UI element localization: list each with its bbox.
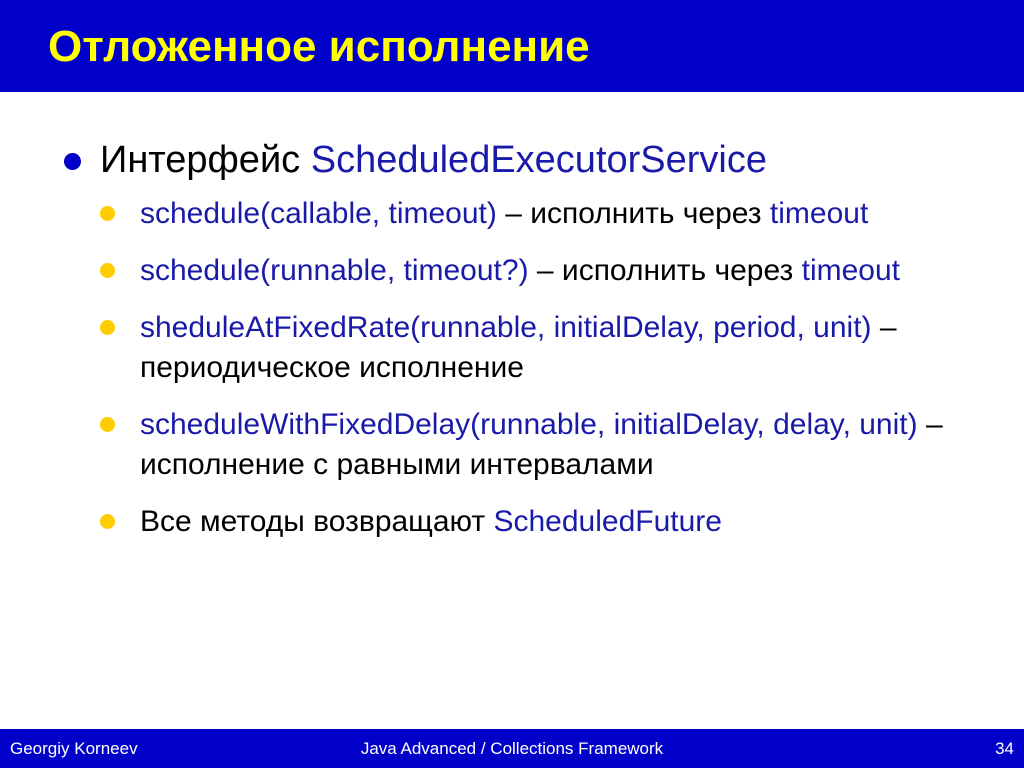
- method-description: – исполнить через: [528, 254, 802, 287]
- sub-bullet-icon: [100, 417, 115, 432]
- footer-page-number: 34: [995, 739, 1014, 758]
- sub-bullet-icon: [100, 263, 115, 278]
- sub-bullet-item: [100, 194, 980, 234]
- main-item-label: Интерфейс: [100, 139, 311, 181]
- sub-bullet-icon: [100, 206, 115, 221]
- footer-course: Java Advanced / Collections Framework: [360, 739, 664, 758]
- method-parameter: timeout: [801, 254, 901, 287]
- main-item-code: ScheduledExecutorService: [310, 139, 767, 181]
- method-description: Все методы возвращают: [140, 505, 494, 538]
- slide-footer: [0, 729, 1024, 768]
- method-signature: scheduleWithFixedDelay(runnable, initialDelay, delay, unit): [140, 408, 918, 441]
- method-signature: schedule(callable, timeout): [140, 197, 497, 230]
- sub-bullet-icon: [100, 320, 115, 335]
- method-parameter: timeout: [769, 197, 869, 230]
- method-description: – исполнить через: [496, 197, 770, 230]
- return-type: ScheduledFuture: [493, 505, 722, 538]
- sub-bullet-list: [100, 194, 980, 559]
- sub-bullet-item: [100, 502, 980, 542]
- method-description: – периодическое исполнение: [140, 311, 897, 384]
- footer-author: Georgiy Korneev: [10, 739, 138, 758]
- method-description: – исполнение с равными интервалами: [140, 408, 943, 481]
- method-signature: sheduleAtFixedRate(runnable, initialDelay, period, unit): [140, 311, 872, 344]
- main-bullet-text: [100, 136, 767, 184]
- sub-bullet-item: [100, 405, 980, 485]
- main-bullet-icon: [64, 153, 81, 170]
- sub-bullet-item: [100, 308, 980, 388]
- slide-title: Отложенное исполнение: [48, 22, 590, 71]
- sub-bullet-icon: [100, 514, 115, 529]
- method-signature: schedule(runnable, timeout?): [140, 254, 529, 287]
- sub-bullet-item: [100, 251, 980, 291]
